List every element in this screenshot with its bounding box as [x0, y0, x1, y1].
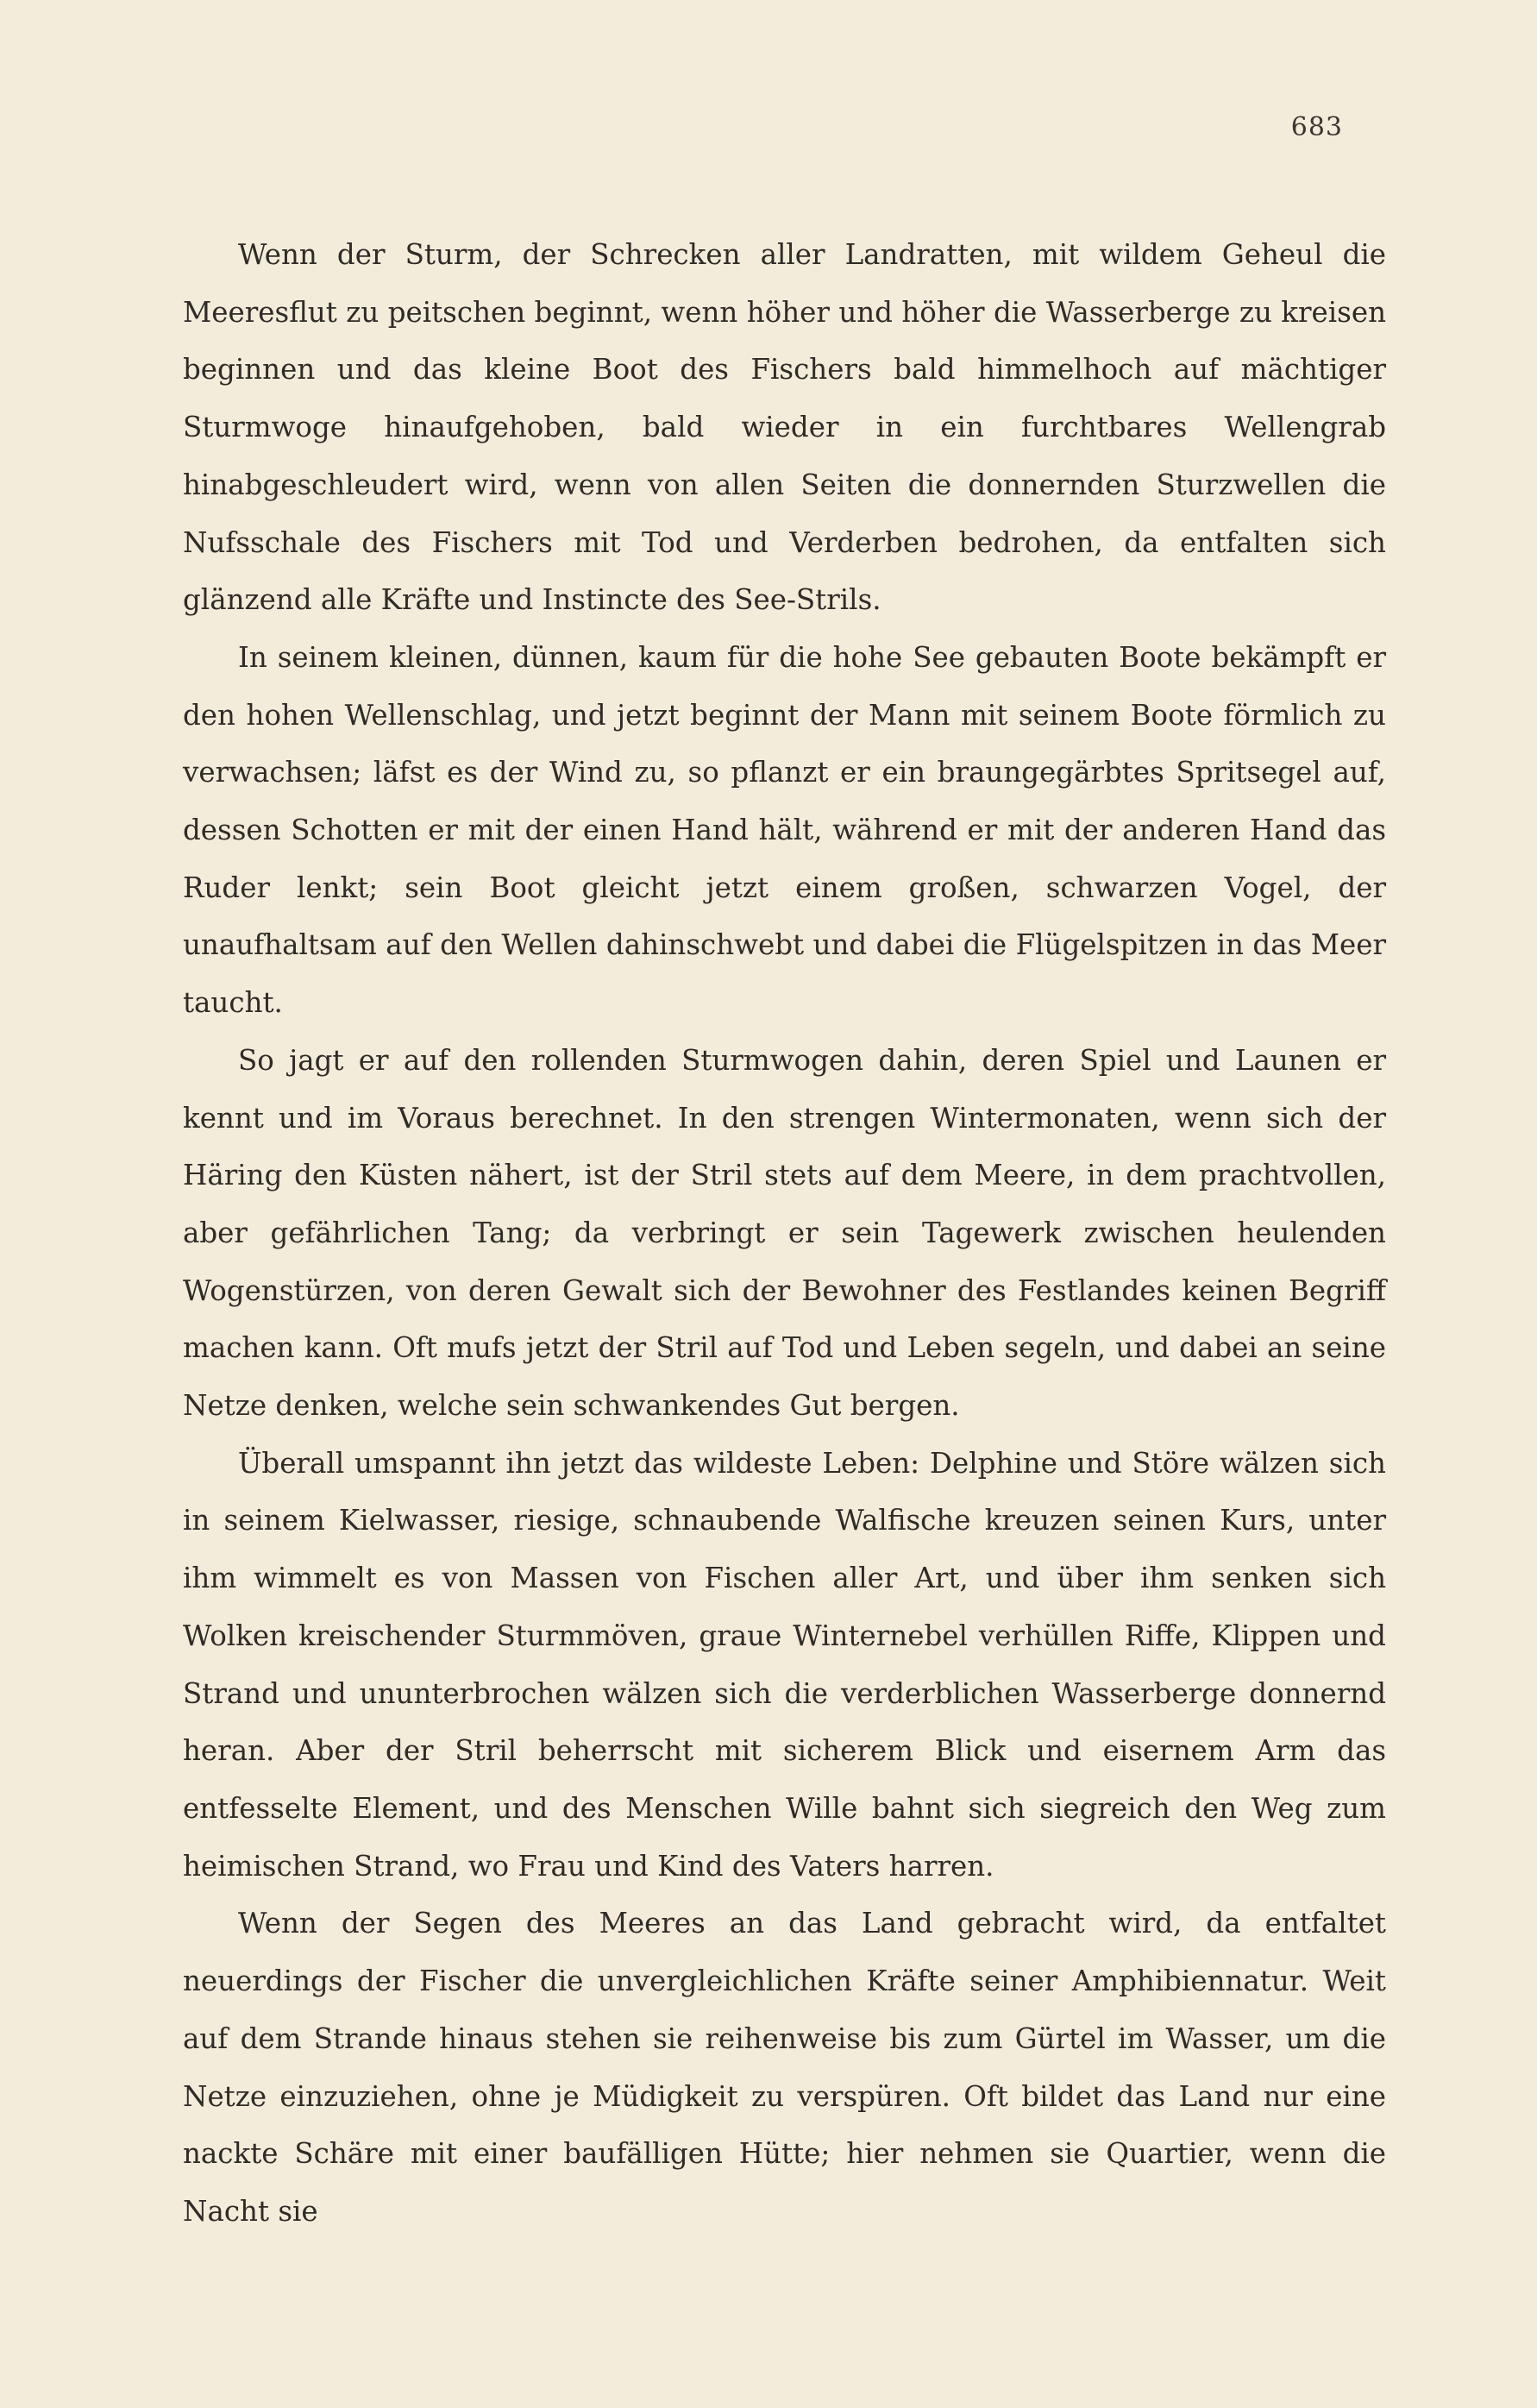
paragraph-3: So jagt er auf den rollenden Sturmwogen dahin, deren Spiel und Launen er kennt und im Voraus berechnet. In den strengen Wintermonaten, wenn sich der Häring den Küsten nähert, ist der Stril stets auf dem Meere, in dem prachtvollen, aber gefährlichen Tang; da verbringt er sein Tagewerk zwischen heulenden Wogenstürzen, von deren Gewalt sich der Bewohner des Festlandes keinen Begriff machen kann. Oft mufs jetzt der Stril auf Tod und Leben segeln, und dabei an seine Netze denken, welche sein schwankendes Gut bergen. — [183, 1043, 1386, 1423]
paragraph-5: Wenn der Segen des Meeres an das Land gebracht wird, da entfaltet neuerdings der Fischer die unvergleichlichen Kräfte seiner Amphibiennatur. Weit auf dem Strande hinaus stehen sie reihenweise bis zum Gürtel im Wasser, um die Netze einzuziehen, ohne je Müdigkeit zu verspüren. Oft bildet das Land nur eine nackte Schäre mit einer baufälligen Hütte; hier nehmen sie Quartier, wenn die Nacht sie — [183, 1907, 1386, 2228]
paragraph-2: In seinem kleinen, dünnen, kaum für die hohe See gebauten Boote bekämpft er den hohen Wellenschlag, und jetzt beginnt der Mann mit seinem Boote förmlich zu verwachsen; läfst es der Wind zu, so pflanzt er ein braungegärbtes Spritsegel auf, dessen Schotten er mit der einen Hand hält, während er mit der anderen Hand das Ruder lenkt; sein Boot gleicht jetzt einem großen, schwarzen Vogel, der unaufhaltsam auf den Wellen dahinschwebt und dabei die Flügelspitzen in das Meer taucht. — [183, 640, 1386, 1020]
page-number: 683 — [1290, 112, 1343, 142]
body-text — [183, 226, 1386, 2241]
paragraph-1: Wenn der Sturm, der Schrecken aller Landratten, mit wildem Geheul die Meeresflut zu peitschen beginnt, wenn höher und höher die Wasserberge zu kreisen beginnen und das kleine Boot des Fischers bald himmelhoch auf mächtiger Sturmwoge hinaufgehoben, bald wieder in ein furchtbares Wellengrab hinabgeschleudert wird, wenn von allen Seiten die donnernden Sturzwellen die Nufsschale des Fischers mit Tod und Verderben bedrohen, da entfalten sich glänzend alle Kräfte und Instincte des See-Strils. — [183, 238, 1386, 617]
paragraph-4: Überall umspannt ihn jetzt das wildeste Leben: Delphine und Störe wälzen sich in seinem Kielwasser, riesige, schnaubende Walfische kreuzen seinen Kurs, unter ihm wimmelt es von Massen von Fischen aller Art, und über ihm senken sich Wolken kreischender Sturmmöven, graue Winternebel verhüllen Riffe, Klippen und Strand und ununterbrochen wälzen sich die verderblichen Wasserberge donnernd heran. Aber der Stril beherrscht mit sicherem Blick und eisernem Arm das entfesselte Element, und des Menschen Wille bahnt sich siegreich den Weg zum heimischen Strand, wo Frau und Kind des Vaters harren. — [183, 1446, 1386, 1883]
